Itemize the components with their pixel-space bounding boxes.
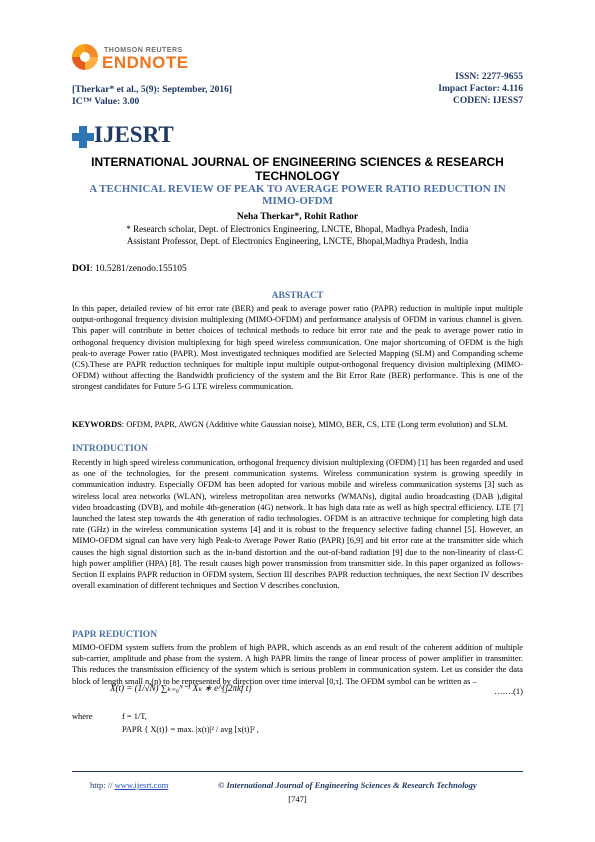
doi-value[interactable]: : 10.5281/zenodo.155105 xyxy=(89,264,187,274)
header-left xyxy=(72,84,232,108)
where-label: where xyxy=(72,712,93,721)
coden: CODEN: IJESS7 xyxy=(453,96,523,106)
page-number: [747] xyxy=(288,794,307,804)
doi xyxy=(72,264,187,274)
keywords-label: KEYWORDS xyxy=(72,420,122,429)
formula-papr: PAPR { X(t)} = max. |x(t)|² / avg [x(t)]² , xyxy=(122,725,259,734)
formula-frequency: f = 1/T, xyxy=(122,712,147,721)
affiliation-2: Assistant Professor, Dept. of Electronics Engineering, LNCTE, Bhopal,Madhya Pradesh, India xyxy=(126,236,469,246)
endnote-logo-icon xyxy=(72,44,98,70)
footer-url-link[interactable]: www.ijesrt.com xyxy=(114,780,169,790)
keywords xyxy=(72,419,523,430)
logo-publisher: THOMSON REUTERS xyxy=(104,47,183,54)
doi-label: DOI xyxy=(72,264,90,274)
equation-1: X(t) = (1/√N) ∑ₖ₌₀ᴺ⁻¹ Xₖ ∗ e^{j2πkf t} xyxy=(110,683,252,693)
journal-title: INTERNATIONAL JOURNAL OF ENGINEERING SCIENCES & RESEARCH TECHNOLOGY xyxy=(91,155,504,183)
equation-number: …….(1) xyxy=(493,686,523,696)
introduction-text: Recently in high speed wireless communication, orthogonal frequency division multiplexing (OFDM) [1] has been regarded and used as one of the technologies, for the present communication systems. Wireless communication system is growing speedily in communication industry. Especially OFDM has been adopted for various mobile and wireless communication systems [3] such as wireless local area networks (WLAN), wireless metropolitan area networks (WMANs), digital audio broadcasting (DAB ),digital video broadcasting (DVB), and mobile 4th-generation (4G) network. It has high data rate as well as high spectral efficiency. LTE [7] launched the latest step towards the 4th generation of radio technologies. OFDM is an attractive technique for completing high data rate (GHz) in the wireless communication systems [4] and it is robust to the frequency selective fading channel [5]. However, an MIMO-OFDM signal can have very high Peak-to Average Power Ratio (PAPR) [6,9] and bit error rate at the transmitter side which causes the high signal distortion such as the in-band distortion and the out-of-band radiation [9] due to the non-linearity of class-C high power amplifier (HPA) [8]. The result causes high power transmission from transmitter side. In this paper organized as follows- Section II explains PAPR reduction in OFDM system, Section III describes PAPR reduction techniques, the next Section IV describes overall examination of different techniques and Section V describes conclusion. xyxy=(72,458,523,591)
affiliation-1: * Research scholar, Dept. of Electronics Engineering, LNCTE, Bhopal, Madhya Pradesh, India xyxy=(126,224,469,234)
endnote-logo xyxy=(72,42,272,82)
footer-url-prefix: http: // xyxy=(90,780,115,790)
logo-brand: ENDNOTE xyxy=(102,53,189,72)
abstract-text: In this paper, detailed review of bit error rate (BER) and peak to average power ratio (PAPR) reduction in multiple input multiple output-orthogonal frequency division multiplexing (MIMO-OFDM) and performance analysis of OFDM in various channel is given. This paper will contribute in better choices of technical methods to reduce bit error rate and the peak to average power ratio in orthogonal frequency division multiplexing for high speed wireless communication. One major shortcoming of OFDM is the high peak-to average Power ratio (PAPR). Most investigated techniques modified are Selected Mapping (SLM) and Companding scheme (CS).These are PAPR reduction techniques for multiple input multiple output-orthogonal frequency division multiplexing (MIMO-OFDM) without affecting the Bandwidth proficiency of the system and the Bit Error Rate (BER) performance. This is one of the strongest candidates for Future 5-G LTE wireless communication. xyxy=(72,304,523,392)
plus-icon xyxy=(72,126,94,148)
header-right xyxy=(438,71,523,107)
introduction-heading: INTRODUCTION xyxy=(72,444,149,454)
impact-factor: Impact Factor: 4.116 xyxy=(438,84,523,94)
authors: Neha Therkar*, Rohit Rathor xyxy=(236,212,359,222)
footer-copyright: © International Journal of Engineering Sciences & Research Technology xyxy=(218,780,477,790)
citation: [Therkar* et al., 5(9): September, 2016] xyxy=(72,85,233,95)
journal-short: IJESRT xyxy=(94,122,174,147)
footer-url xyxy=(90,780,168,790)
footer-divider xyxy=(72,771,523,772)
papr-heading: PAPR REDUCTION xyxy=(72,630,158,640)
keywords-text: : OFDM, PAPR, AWGN (Additive white Gaussian noise), MIMO, BER, CS, LTE (Long term evolution) and SLM. xyxy=(121,420,508,429)
papr-text: MIMO-OFDM system suffers from the problem of high PAPR, which ascends as an end result of the coherent addition of multiple sub-carrier, amplitude and phase from the system. A high PAPR limits the range of linear process of power amplifier in transmitter. This reduces the transmission efficiency of the system which is serious problem in communication system. Let us consider the data block of length small n,(n) to be represented by direction over time interval [0,τ]. The OFDM symbol can be written as – xyxy=(72,643,523,686)
abstract-heading: ABSTRACT xyxy=(271,291,324,301)
paper-title: A TECHNICAL REVIEW OF PEAK TO AVERAGE POWER RATIO REDUCTION IN MIMO-OFDM xyxy=(89,183,506,207)
issn: ISSN: 2277-9655 xyxy=(455,72,523,82)
ic-value: IC™ Value: 3.00 xyxy=(72,97,140,107)
